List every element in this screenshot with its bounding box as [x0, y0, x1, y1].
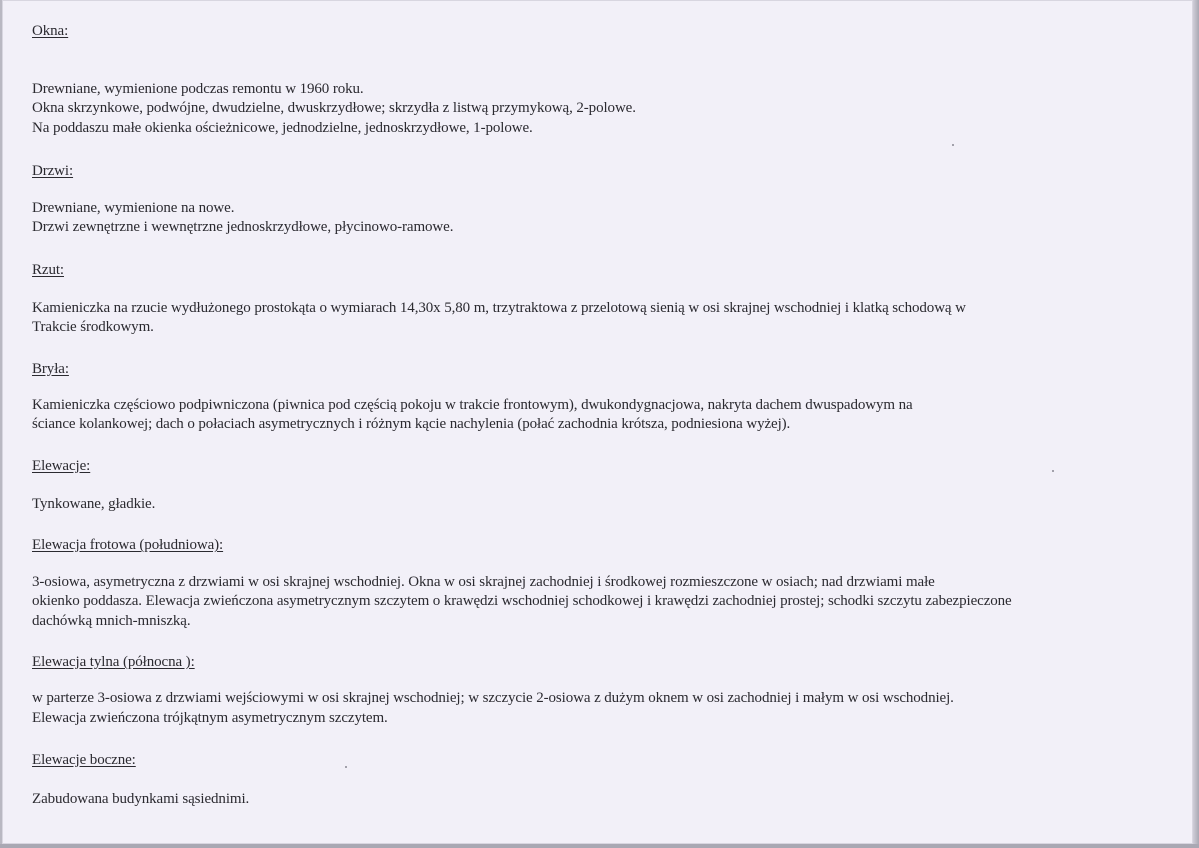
heading-drzwi: Drzwi:	[32, 163, 74, 179]
elewacje-line-1: Tynkowane, gładkie.	[32, 496, 156, 512]
heading-elewacja-tylna: Elewacja tylna (północna ):	[32, 654, 195, 670]
heading-elewacje-boczne: Elewacje boczne:	[32, 752, 136, 768]
tylna-line-1: w parterze 3-osiowa z drzwiami wejściowymi w osi skrajnej wschodniej; w szczycie 2-osiowa z dużym oknem w osi zachodniej i małym w osi wschodniej.	[32, 690, 954, 706]
heading-elewacja-frontowa: Elewacja frotowa (południowa):	[32, 537, 224, 553]
frontowa-line-3: dachówką mnich-mniszką.	[32, 613, 191, 629]
rzut-line-2: Trakcie środkowym.	[32, 319, 154, 335]
boczne-line-1: Zabudowana budynkami sąsiednimi.	[32, 791, 250, 807]
frontowa-line-1: 3-osiowa, asymetryczna z drzwiami w osi skrajnej wschodniej. Okna w osi skrajnej zachodniej i środkowej rozmieszczone w osiach; nad drzwiami małe	[32, 574, 935, 590]
drzwi-line-1: Drewniane, wymienione na nowe.	[32, 200, 235, 216]
page-edge-shadow	[1193, 0, 1199, 848]
heading-rzut: Rzut:	[32, 262, 64, 278]
bryla-line-2: ściance kolankowej; dach o połaciach asymetrycznych i różnym kącie nachylenia (połać zachodnia krótsza, podniesiona wyżej).	[32, 416, 791, 432]
drzwi-line-2: Drzwi zewnętrzne i wewnętrzne jednoskrzydłowe, płycinowo-ramowe.	[32, 219, 454, 235]
okna-line-2: Okna skrzynkowe, podwójne, dwudzielne, dwuskrzydłowe; skrzydła z listwą przymykową, 2-polowe.	[32, 100, 636, 116]
scan-speck	[345, 766, 347, 768]
page-bottom-edge	[0, 844, 1199, 848]
heading-okna: Okna:	[32, 23, 69, 39]
rzut-line-1: Kamieniczka na rzucie wydłużonego prostokąta o wymiarach 14,30x 5,80 m, trzytraktowa z przelotową sienią w osi skrajnej wschodniej i klatką schodową w	[32, 300, 966, 316]
heading-bryla: Bryła:	[32, 361, 69, 377]
heading-elewacje: Elewacje:	[32, 458, 91, 474]
okna-line-3: Na poddaszu małe okienka ościeżnicowe, jednodzielne, jednoskrzydłowe, 1-polowe.	[32, 120, 533, 136]
okna-line-1: Drewniane, wymienione podczas remontu w 1960 roku.	[32, 81, 364, 97]
tylna-line-2: Elewacja zwieńczona trójkątnym asymetrycznym szczytem.	[32, 710, 388, 726]
frontowa-line-2: okienko poddasza. Elewacja zwieńczona asymetrycznym szczytem o krawędzi wschodniej schodkowej i krawędzi zachodniej prostej; schodki szczytu zabezpieczone	[32, 593, 1012, 609]
scan-speck	[1052, 470, 1054, 472]
scan-speck	[952, 144, 954, 146]
bryla-line-1: Kamieniczka częściowo podpiwniczona (piwnica pod częścią pokoju w trakcie frontowym), dwukondygnacjowa, nakryta dachem dwuspadowym na	[32, 397, 913, 413]
